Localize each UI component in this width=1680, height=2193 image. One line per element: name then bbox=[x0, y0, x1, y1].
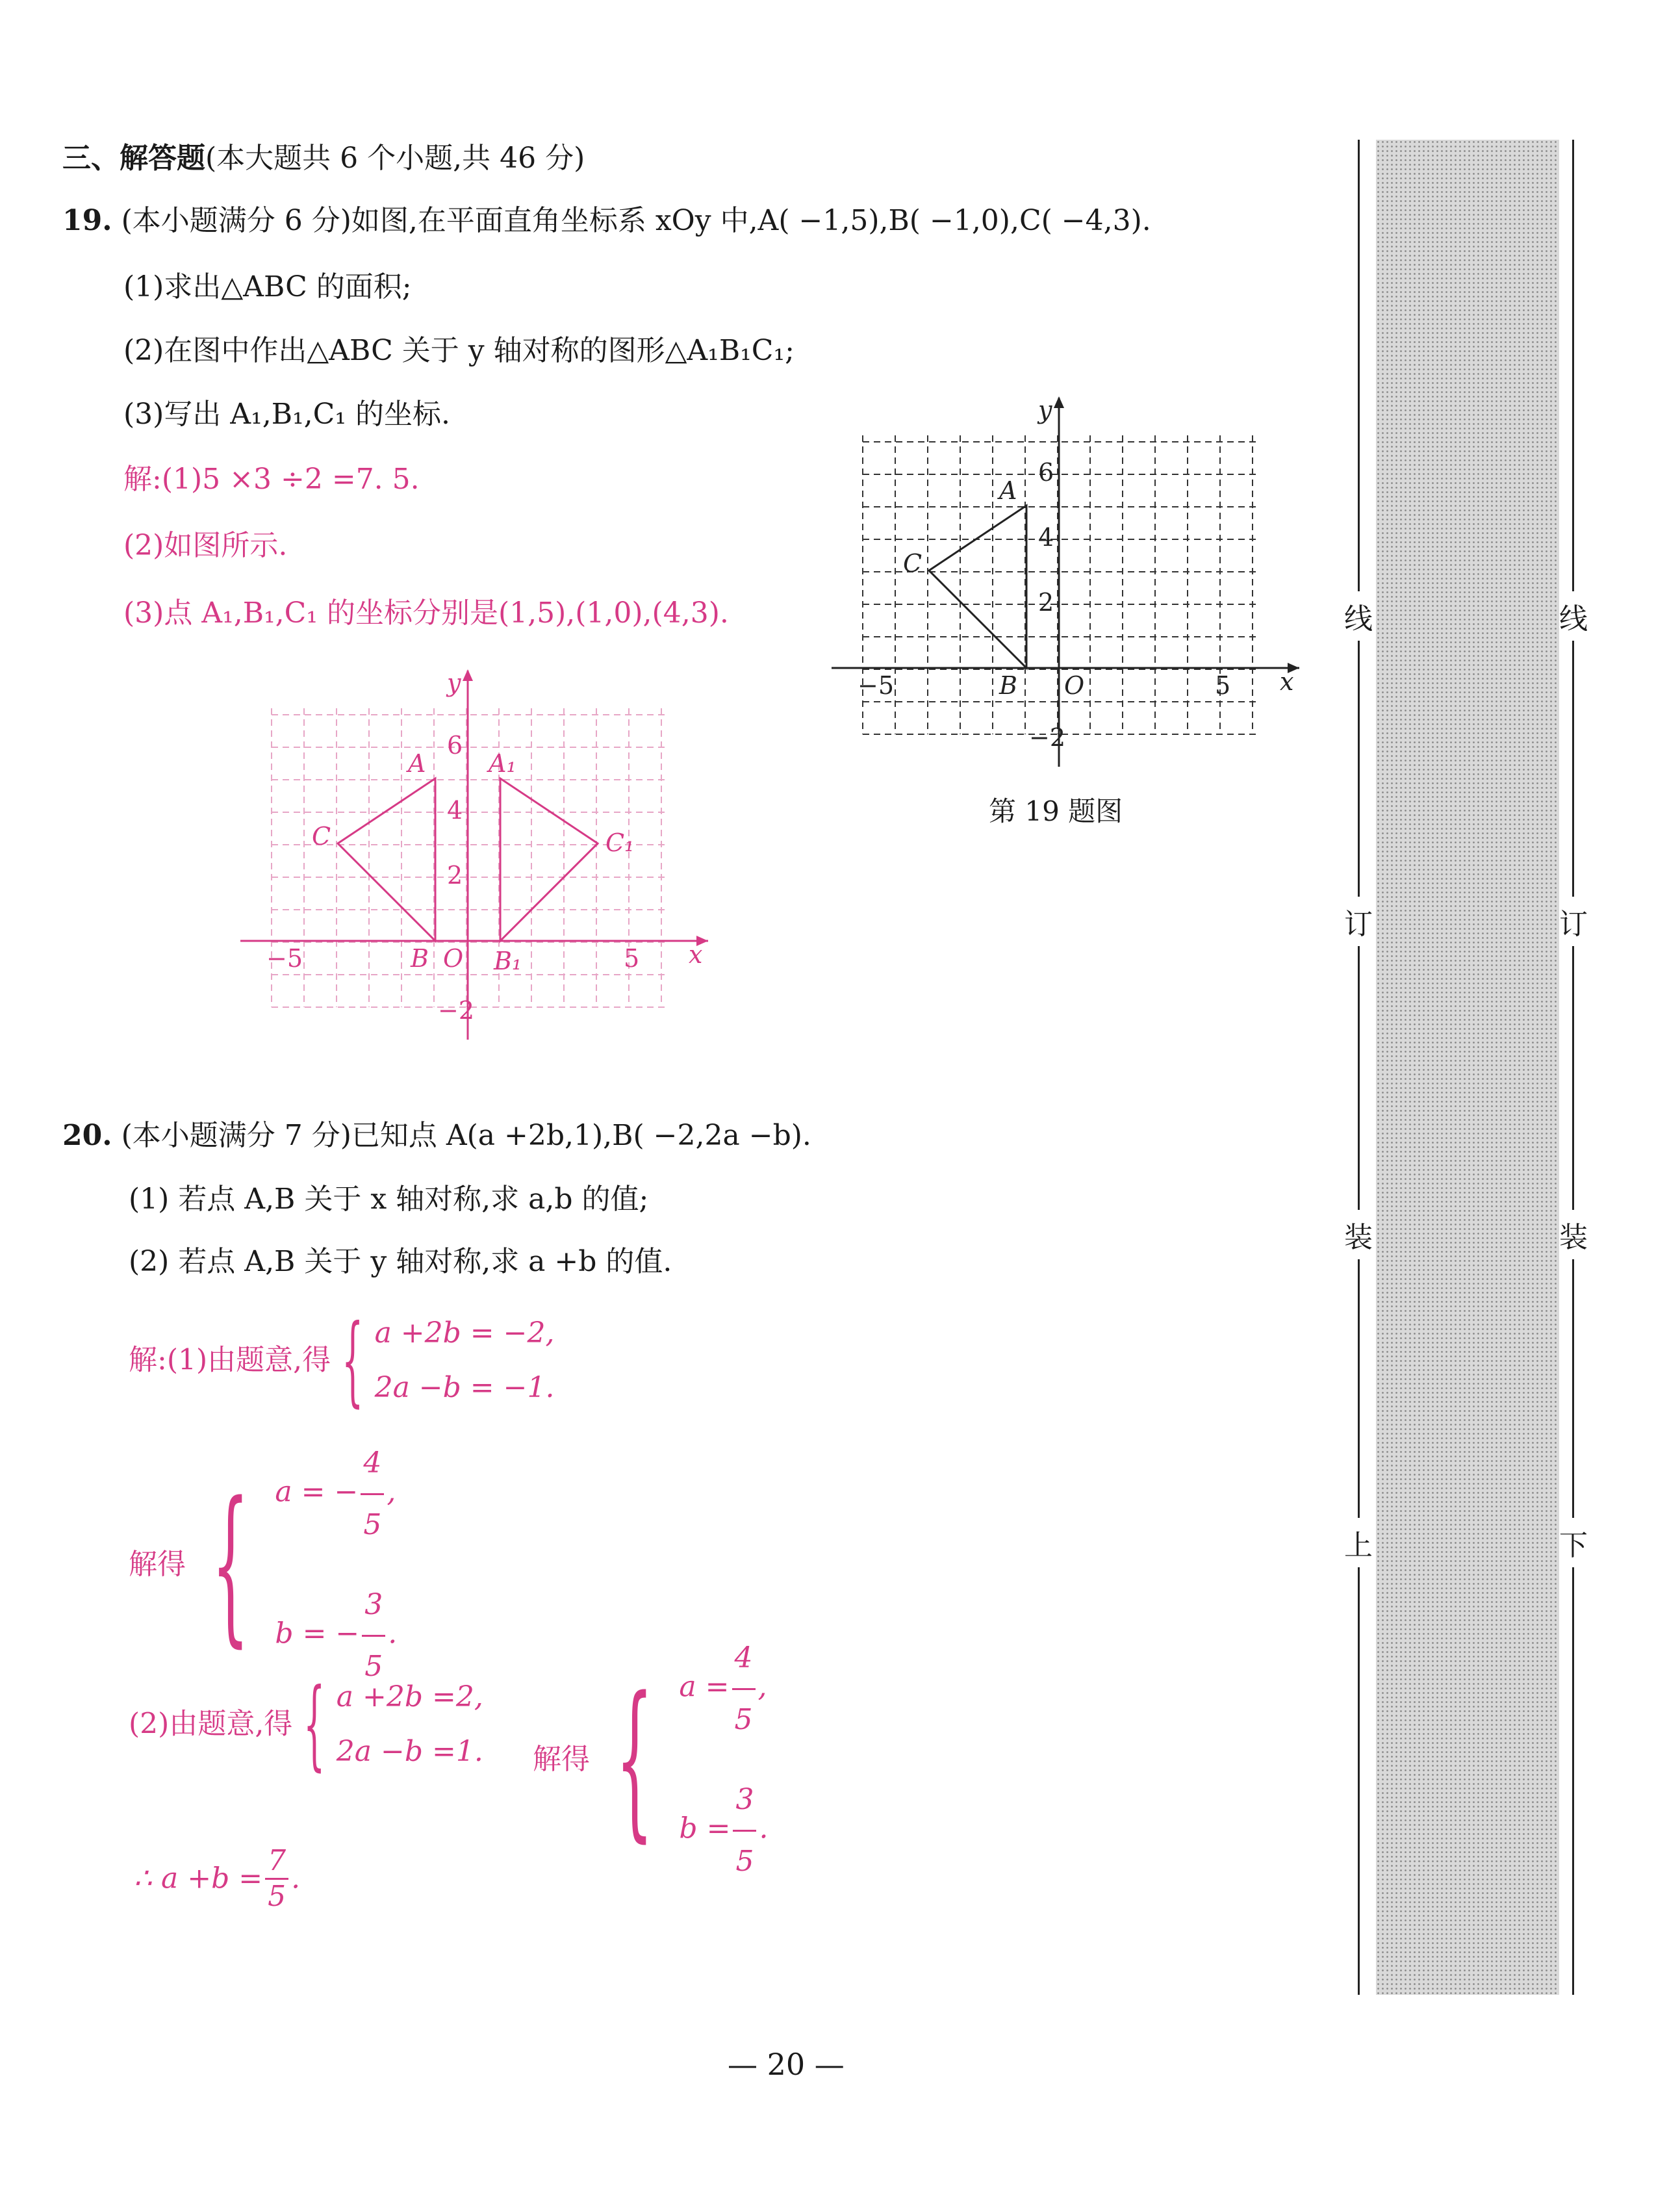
q19-answer-label-a: A bbox=[408, 749, 426, 778]
q20-answer-2-eq2: 2a −b =1. bbox=[336, 1734, 483, 1768]
q19-answer-label-b: B bbox=[411, 944, 429, 973]
q19-label-b: B bbox=[999, 671, 1017, 700]
q19-tick-6: 6 bbox=[1038, 458, 1054, 487]
q19-answer-label-origin: O bbox=[443, 944, 464, 973]
q20-answer-2-solve-word: 解得 bbox=[533, 1743, 590, 1776]
q20-answer-1-solution bbox=[129, 1436, 397, 1693]
margin-char-shang-left: 上 bbox=[1344, 1518, 1373, 1567]
q19-tick-neg2: −2 bbox=[1029, 723, 1066, 752]
q20-sol2-a-end: , bbox=[757, 1670, 767, 1704]
q19-answer-label-y: y bbox=[447, 669, 461, 697]
q19-answer-label-c: C bbox=[312, 822, 331, 851]
q19-stem-line bbox=[62, 204, 1151, 237]
q20-sol1-b-den: 5 bbox=[364, 1649, 383, 1683]
q20-sol1-a-label: a = − bbox=[275, 1475, 359, 1509]
q20-sol1-b-num: 3 bbox=[362, 1578, 385, 1637]
q20-final-prefix: ∴ a +b = bbox=[134, 1862, 263, 1895]
q20-sol2-a-den: 5 bbox=[734, 1702, 753, 1736]
q19-triangle-abc bbox=[929, 506, 1026, 668]
q19-answer-1: 解:(1)5 ×3 ÷2 =7. 5. bbox=[123, 463, 420, 496]
page-number: — 20 — bbox=[728, 2047, 845, 2082]
q20-final-end: . bbox=[291, 1862, 301, 1895]
q19-answer-2: (2)如图所示. bbox=[123, 529, 288, 562]
left-brace-icon: { bbox=[615, 1661, 654, 1858]
q19-label-a: A bbox=[999, 476, 1017, 505]
q20-sol1-a-den: 5 bbox=[363, 1507, 382, 1541]
q20-part-2: (2) 若点 A,B 关于 y 轴对称,求 a +b 的值. bbox=[129, 1245, 672, 1278]
q20-sol2-a-label: a = bbox=[679, 1670, 730, 1704]
q19-tick-2: 2 bbox=[1038, 588, 1054, 617]
q19-answer-tick-5: 5 bbox=[624, 944, 640, 973]
q19-answer-tick-2: 2 bbox=[447, 861, 463, 890]
margin-char-ding-left: 订 bbox=[1344, 897, 1373, 946]
q19-answer-3: (3)点 A₁,B₁,C₁ 的坐标分别是(1,5),(1,0),(4,3). bbox=[123, 596, 729, 630]
q19-answer-tick-6: 6 bbox=[447, 731, 463, 760]
margin-char-xia-right: 下 bbox=[1559, 1518, 1588, 1567]
q19-number: 19. bbox=[62, 204, 112, 237]
arrow-up-icon bbox=[1054, 396, 1064, 408]
left-brace-icon: { bbox=[211, 1467, 249, 1663]
q19-figure-caption: 第 19 题图 bbox=[989, 795, 1123, 827]
margin-char-xian-right: 线 bbox=[1559, 591, 1588, 641]
q20-answer-1-prefix: 解:(1)由题意,得 bbox=[129, 1343, 331, 1377]
q20-sol2-b-label: b = bbox=[679, 1812, 731, 1845]
section-title: 三、解答题 bbox=[62, 142, 205, 175]
q19-label-y: y bbox=[1038, 396, 1052, 424]
q20-stem-line bbox=[62, 1119, 811, 1152]
q20-number: 20. bbox=[62, 1119, 112, 1152]
margin-char-zhuang-left: 装 bbox=[1344, 1210, 1373, 1259]
section-subtitle: (本大题共 6 个小题,共 46 分) bbox=[205, 142, 585, 175]
q19-stem: (本小题满分 6 分)如图,在平面直角坐标系 xOy 中,A( −1,5),B( −1,0),C( −4,3). bbox=[121, 204, 1151, 237]
q20-stem: (本小题满分 7 分)已知点 A(a +2b,1),B( −2,2a −b). bbox=[121, 1119, 811, 1152]
q20-answer-1-eq1: a +2b = −2, bbox=[374, 1316, 555, 1350]
q19-label-x: x bbox=[1280, 667, 1294, 696]
q19-answer-figure bbox=[234, 663, 728, 1053]
q20-sol2-a-num: 4 bbox=[732, 1631, 756, 1690]
q20-part-1: (1) 若点 A,B 关于 x 轴对称,求 a,b 的值; bbox=[129, 1183, 649, 1216]
q20-answer-2-solution bbox=[533, 1631, 768, 1888]
q19-answer-label-c1: C₁ bbox=[605, 828, 635, 857]
q20-final-num: 7 bbox=[265, 1847, 288, 1880]
q19-label-c: C bbox=[903, 549, 923, 578]
left-brace-icon: { bbox=[342, 1303, 364, 1417]
q19-answer-triangle-a1b1c1 bbox=[500, 778, 598, 941]
q20-sol2-b-den: 5 bbox=[735, 1844, 754, 1878]
q20-sol2-b-end: . bbox=[759, 1812, 769, 1845]
q19-answer-label-x: x bbox=[689, 940, 703, 969]
q20-final-den: 5 bbox=[268, 1880, 286, 1913]
q19-figure-grid bbox=[863, 435, 1259, 734]
q19-part-1: (1)求出△ABC 的面积; bbox=[123, 270, 412, 303]
q19-tick-4: 4 bbox=[1038, 523, 1054, 552]
q20-answer-1 bbox=[129, 1303, 555, 1417]
q20-sol2-b-num: 3 bbox=[733, 1773, 756, 1832]
q20-sol1-a-end: , bbox=[387, 1475, 396, 1509]
q20-answer-2-eq1: a +2b =2, bbox=[336, 1680, 483, 1713]
q19-answer-tick-neg5: −5 bbox=[266, 944, 303, 973]
q19-answer-tick-neg2: −2 bbox=[438, 996, 475, 1025]
q19-answer-label-b1: B₁ bbox=[494, 947, 522, 975]
margin-char-ding-right: 订 bbox=[1559, 897, 1588, 946]
q19-answer-tick-4: 4 bbox=[447, 796, 463, 825]
q19-figure bbox=[825, 390, 1319, 780]
q19-answer-grid bbox=[272, 708, 668, 1007]
q20-answer-1-eq2: 2a −b = −1. bbox=[374, 1370, 555, 1404]
q19-tick-neg5: −5 bbox=[858, 671, 895, 700]
q20-final bbox=[134, 1844, 301, 1913]
q19-part-3: (3)写出 A₁,B₁,C₁ 的坐标. bbox=[123, 398, 450, 431]
q19-label-origin: O bbox=[1064, 671, 1085, 700]
section-header bbox=[62, 144, 585, 173]
q19-answer-triangle-abc bbox=[338, 778, 435, 941]
q20-sol1-b-label: b = − bbox=[275, 1617, 360, 1650]
margin-char-xian-left: 线 bbox=[1344, 591, 1373, 641]
q19-part-2: (2)在图中作出△ABC 关于 y 轴对称的图形△A₁B₁C₁; bbox=[123, 334, 795, 367]
margin-char-zhuang-right: 装 bbox=[1559, 1210, 1588, 1259]
margin-line-left bbox=[1358, 140, 1360, 1995]
arrow-up-icon bbox=[463, 669, 473, 681]
q20-answer-2-prefix: (2)由题意,得 bbox=[129, 1707, 293, 1741]
left-brace-icon: { bbox=[303, 1667, 325, 1781]
q19-answer-label-a1: A₁ bbox=[489, 749, 516, 778]
q20-sol1-a-num: 4 bbox=[361, 1436, 384, 1495]
margin-line-right bbox=[1572, 140, 1574, 1995]
q20-answer-2 bbox=[129, 1667, 483, 1781]
q20-sol1-b-end: . bbox=[388, 1617, 398, 1650]
margin-stipple-band bbox=[1376, 140, 1559, 1995]
q20-answer-1-solve-word: 解得 bbox=[129, 1548, 186, 1582]
q19-tick-5: 5 bbox=[1215, 671, 1231, 700]
